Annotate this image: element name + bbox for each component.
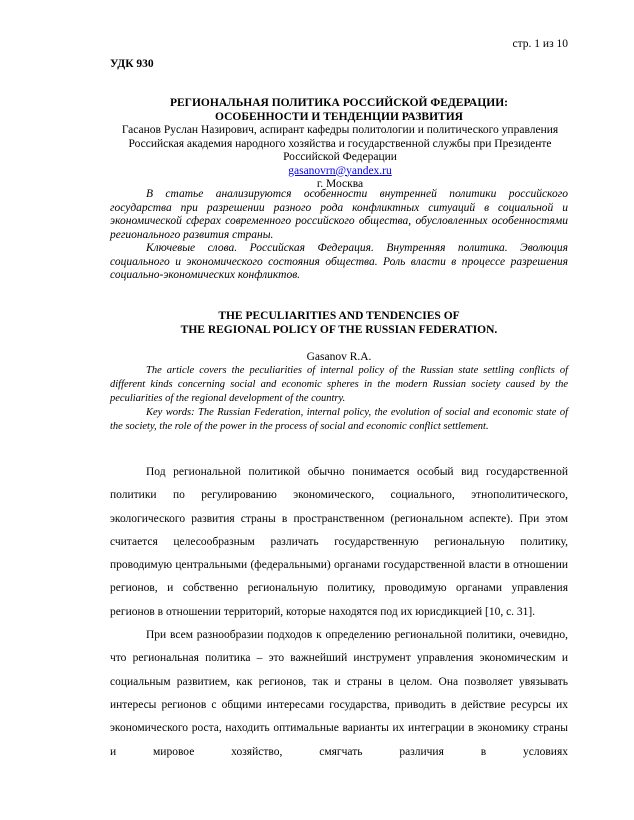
ru-author-block — [60, 124, 620, 192]
ru-abstract: В статье анализируются особенности внутренней политики российского государства при разрешении разного рода конфликтных ситуаций в социальной и экономической сферах современного российского общества, обусловленных особенностями регионального развития страны. — [110, 188, 568, 241]
ru-title-line-2: ОСОБЕННОСТИ И ТЕНДЕНЦИИ РАЗВИТИЯ — [215, 110, 463, 123]
en-abstract-block — [110, 364, 568, 434]
en-title-line-2: THE REGIONAL POLICY OF THE RUSSIAN FEDERATION. — [180, 323, 498, 336]
en-title — [110, 310, 568, 337]
ru-city: г. Москва — [316, 178, 364, 190]
en-keywords: Key words: The Russian Federation, internal policy, the evolution of social and economic state of the society, the role of the power in the process of social and economic conflict settlement. — [110, 407, 568, 432]
en-abstract: The article covers the peculiarities of internal policy of the Russian state settling conflicts of different kinds concerning social and economic spheres in the modern Russian society caused by the peculiarities of the regional development of the country. — [110, 365, 568, 404]
ru-affiliation-line-1: Российская академия народного хозяйства и государственной службы при Президенте — [128, 137, 552, 150]
body-paragraph-2: При всем разнообразии подходов к определению региональной политики, очевидно, что региональная политика – это важнейший инструмент управления экономическим и социальным развитием, как регионов, так и страны в целом. Она позволяет увязывать интересы регионов с общими интересами государства, приводить в действие ресурсы их экономического роста, находить оптимальные варианты их интеграции в экономику страны и мировое хозяйство, смягчать различия в условиях — [110, 629, 568, 758]
ru-title-line-1: РЕГИОНАЛЬНАЯ ПОЛИТИКА РОССИЙСКОЙ ФЕДЕРАЦИИ: — [169, 97, 509, 109]
author-email-link[interactable]: gasanovrn@yandex.ru — [288, 164, 392, 177]
ru-title — [110, 97, 568, 124]
ru-affiliation-line-2: Российской Федерации — [283, 151, 397, 163]
ru-keywords: Ключевые слова. Российская Федерация. Внутренняя политика. Эволюция социального и экономического состояния общества. Роль власти в процессе разрешения социально-экономических конфликтов. — [110, 242, 568, 281]
page-number: стр. 1 из 10 — [512, 38, 568, 50]
en-author: Gasanov R.A. — [306, 351, 372, 363]
en-title-line-1: THE PECULIARITIES AND TENDENCIES OF — [218, 310, 460, 322]
article-body — [110, 461, 568, 764]
ru-author: Гасанов Руслан Назирович, аспирант кафедры политологии и политического управления — [121, 124, 559, 136]
body-paragraph-1: Под региональной политикой обычно понимается особый вид государственной политики по регулированию экономического, социального, этнополитического, экологического развития страны в пространственном (региональном аспекте). При этом считается целесообразным различать государственную региональную политику, проводимую центральными (федеральными) органами государственной власти в отношении регионов, и собственно региональную политику, проводимую органами управления регионов в отношении территорий, которые находятся под их юрисдикцией [10, с. 31]. — [110, 466, 568, 618]
ru-abstract-block — [110, 188, 568, 283]
udk-code: УДК 930 — [110, 58, 154, 70]
